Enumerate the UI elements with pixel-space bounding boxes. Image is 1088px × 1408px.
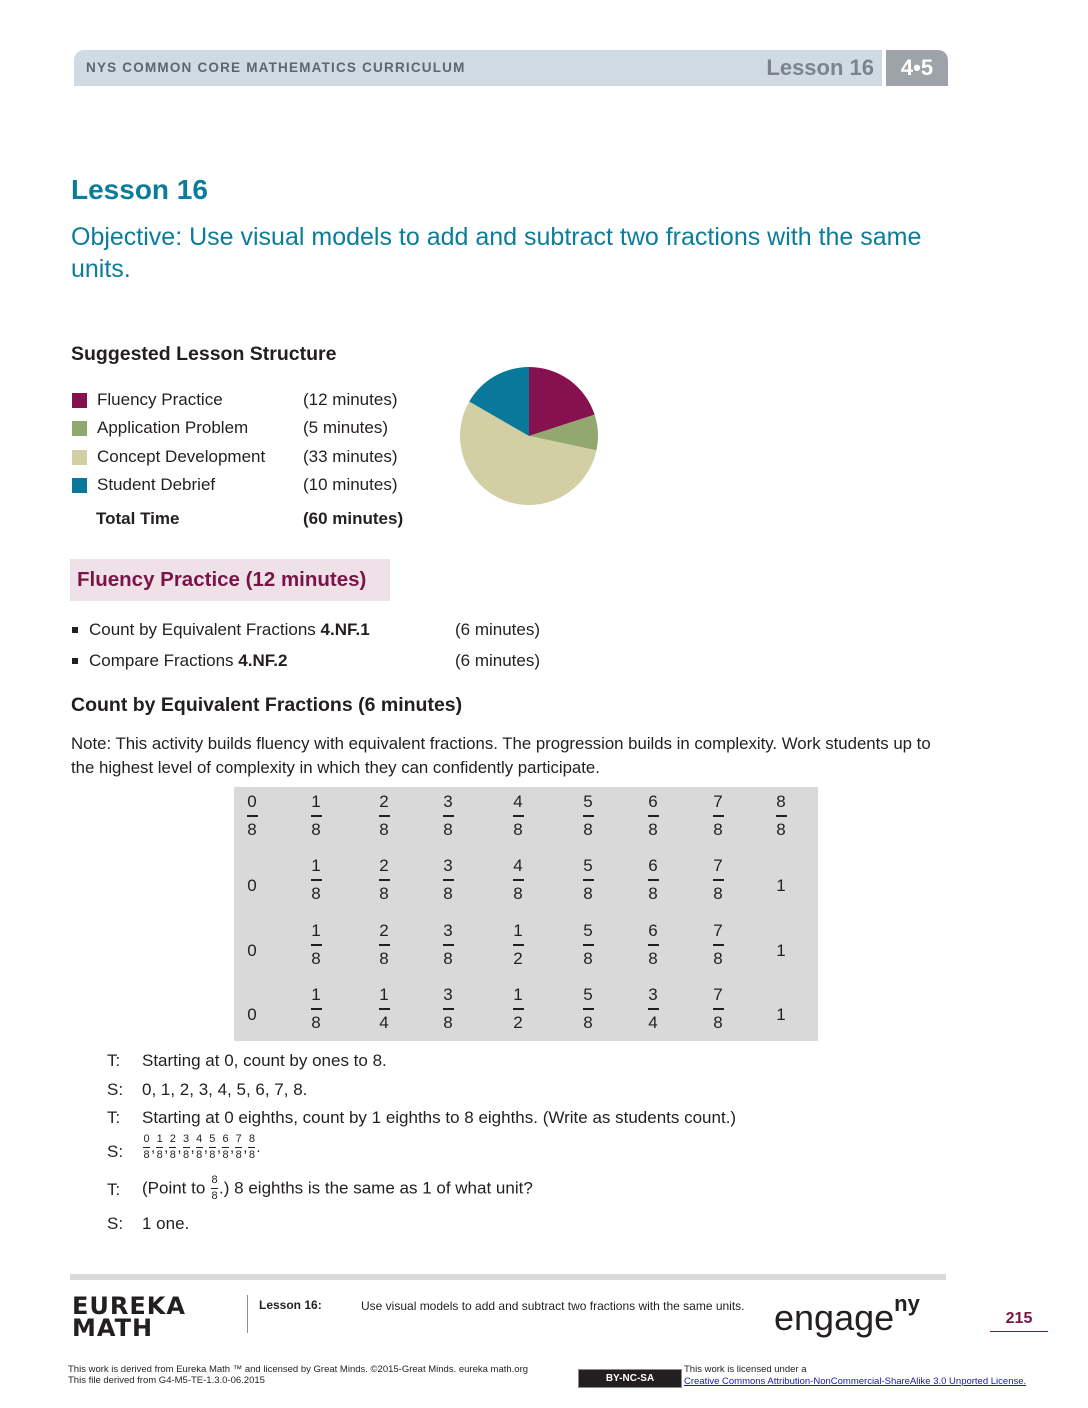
numerator: 8	[248, 1133, 255, 1145]
fraction-bar	[379, 879, 390, 881]
dialogue-text: .) 8 eighths is the same as 1 of what unit?	[219, 1178, 533, 1198]
fluency-item-standard: 4.NF.2	[238, 651, 288, 670]
numerator: 6	[648, 792, 658, 811]
speaker: T:	[107, 1108, 121, 1127]
fraction-bar	[169, 1147, 176, 1148]
denominator: 8	[776, 819, 786, 839]
table-cell	[568, 922, 608, 968]
fraction-bar	[311, 944, 322, 946]
fraction	[428, 986, 468, 1032]
numerator: 0	[247, 792, 257, 811]
separator: ,	[190, 1139, 195, 1156]
table-cell	[568, 986, 608, 1032]
legend-swatch	[72, 478, 87, 493]
student-fraction-count	[142, 1134, 261, 1161]
fraction	[698, 986, 738, 1032]
fraction	[568, 986, 608, 1032]
fraction	[698, 922, 738, 968]
denominator: 8	[143, 1149, 150, 1161]
table-cell	[498, 922, 538, 968]
fraction	[364, 793, 404, 839]
numerator: 4	[196, 1133, 203, 1145]
table-cell	[296, 922, 336, 968]
table-cell	[232, 857, 272, 914]
fraction-bar	[713, 815, 724, 817]
denominator: 8	[235, 1149, 242, 1161]
numerator: 6	[648, 921, 658, 940]
bullet-icon	[72, 627, 78, 633]
table-cell	[364, 857, 404, 903]
fluency-item-time: (6 minutes)	[455, 620, 541, 639]
dialogue-text: (Point to	[142, 1178, 211, 1198]
table-cell	[296, 857, 336, 903]
denominator: 8	[648, 883, 658, 903]
count-section-heading: Count by Equivalent Fractions (6 minutes)	[71, 694, 463, 716]
denominator: 8	[443, 948, 453, 968]
denominator: 8	[182, 1149, 190, 1161]
lesson-objective: Objective: Use visual models to add and subtract two fractions with the same units.	[71, 223, 922, 283]
fraction	[428, 857, 468, 903]
table-cell	[428, 793, 468, 839]
numerator: 1	[513, 985, 523, 1004]
denominator: 8	[311, 883, 321, 903]
fraction-bar	[713, 1008, 724, 1010]
denominator: 8	[583, 1012, 593, 1032]
table-cell	[498, 793, 538, 839]
total-time: (60 minutes)	[303, 509, 404, 528]
fraction-bar	[583, 879, 594, 881]
whole-number: 1	[776, 1005, 786, 1024]
numerator: 5	[583, 792, 593, 811]
denominator: 8	[169, 1149, 176, 1161]
denominator: 8	[648, 948, 658, 968]
fraction-bar	[443, 879, 454, 881]
fluency-item-standard: 4.NF.1	[320, 620, 370, 639]
numerator: 1	[156, 1133, 163, 1145]
activity-note: Note: This activity builds fluency with equivalent fractions. The progression builds in complexity. Work students up to the highest level of complexity in which they can confidently participate.	[71, 734, 931, 777]
table-cell	[633, 793, 673, 839]
numerator: 7	[235, 1133, 242, 1145]
numerator: 3	[443, 985, 453, 1004]
separator: .	[256, 1139, 261, 1156]
fraction-table	[234, 787, 818, 1041]
fraction-bar	[379, 815, 390, 817]
denominator: 8	[379, 819, 389, 839]
denominator: 8	[513, 819, 523, 839]
table-cell	[633, 922, 673, 968]
separator: ,	[177, 1139, 182, 1156]
fraction	[698, 793, 738, 839]
table-cell	[364, 986, 404, 1032]
numerator: 6	[222, 1133, 229, 1145]
fraction	[568, 793, 608, 839]
numerator: 4	[513, 792, 523, 811]
denominator: 8	[443, 819, 453, 839]
whole-number: 0	[247, 941, 257, 960]
separator: ,	[243, 1139, 248, 1156]
total-label: Total Time	[96, 509, 180, 528]
separator: ,	[203, 1139, 208, 1156]
numerator: 3	[443, 792, 453, 811]
numerator: 5	[209, 1133, 216, 1145]
denominator: 4	[648, 1012, 658, 1032]
curriculum-title: NYS COMMON CORE MATHEMATICS CURRICULUM	[86, 60, 466, 75]
fraction	[296, 793, 336, 839]
fraction	[761, 793, 801, 839]
denominator: 8	[379, 948, 389, 968]
header-lesson-label: Lesson 16	[766, 55, 874, 80]
table-cell	[364, 922, 404, 968]
numerator: 5	[583, 921, 593, 940]
structure-heading: Suggested Lesson Structure	[71, 343, 337, 365]
speaker: S:	[107, 1214, 124, 1233]
denominator: 8	[583, 819, 593, 839]
table-cell	[761, 857, 801, 914]
fraction-bar	[311, 815, 322, 817]
table-cell	[232, 793, 272, 839]
fraction	[498, 986, 538, 1032]
denominator: 8	[713, 819, 723, 839]
table-cell	[761, 793, 801, 839]
denominator: 8	[713, 1012, 723, 1032]
fraction	[568, 922, 608, 968]
fraction-bar	[776, 815, 787, 817]
structure-label: Concept Development	[97, 447, 266, 466]
fraction	[296, 857, 336, 903]
table-cell	[498, 986, 538, 1032]
structure-time: (10 minutes)	[303, 475, 398, 494]
dialogue-text: Starting at 0 eighths, count by 1 eighths to 8 eighths. (Write as students count.)	[142, 1108, 737, 1127]
fraction	[296, 986, 336, 1032]
numerator: 3	[443, 921, 453, 940]
table-cell	[698, 922, 738, 968]
denominator: 8	[156, 1149, 163, 1161]
fraction-bar	[443, 1008, 454, 1010]
numerator: 3	[182, 1133, 190, 1145]
inline-fraction	[183, 1134, 190, 1161]
fraction-bar	[247, 815, 258, 817]
fraction-bar	[379, 1008, 390, 1010]
separator: ,	[164, 1139, 169, 1156]
legend-swatch	[72, 393, 87, 408]
fraction-bar	[311, 879, 322, 881]
bullet-icon	[72, 658, 78, 664]
denominator: 8	[648, 819, 658, 839]
fraction-bar	[156, 1147, 163, 1148]
fluency-title: Fluency Practice (12 minutes)	[77, 568, 367, 591]
denominator: 8	[222, 1149, 229, 1161]
structure-time: (5 minutes)	[303, 418, 389, 437]
denominator: 8	[311, 819, 321, 839]
fluency-item-time: (6 minutes)	[455, 651, 541, 670]
fraction-bar	[379, 944, 390, 946]
eureka-math-logo: EUREKA MATH	[72, 1292, 186, 1342]
lesson-structure-pie-chart	[458, 365, 600, 507]
fraction-bar	[648, 879, 659, 881]
table-cell	[698, 793, 738, 839]
table-cell	[568, 857, 608, 903]
numerator: 3	[648, 985, 658, 1004]
structure-time: (33 minutes)	[303, 447, 398, 466]
dialogue-text: 0, 1, 2, 3, 4, 5, 6, 7, 8.	[142, 1080, 308, 1099]
fraction	[232, 793, 272, 839]
footer-divider	[247, 1295, 248, 1333]
numerator: 6	[648, 856, 658, 875]
table-cell	[698, 857, 738, 903]
dialogue-text: Starting at 0, count by ones to 8.	[142, 1051, 387, 1070]
structure-time: (12 minutes)	[303, 390, 398, 409]
fraction	[633, 922, 673, 968]
cc-license-badge: BY-NC-SA	[578, 1369, 682, 1388]
separator: ,	[151, 1139, 156, 1156]
numerator: 1	[311, 921, 321, 940]
numerator: 7	[713, 921, 723, 940]
denominator: 2	[513, 948, 523, 968]
denominator: 8	[443, 883, 453, 903]
fraction	[364, 922, 404, 968]
numerator: 3	[443, 856, 453, 875]
numerator: 2	[379, 856, 389, 875]
denominator: 8	[379, 883, 389, 903]
fraction-bar	[583, 944, 594, 946]
numerator: 7	[713, 856, 723, 875]
table-cell	[296, 986, 336, 1032]
numerator: 1	[311, 792, 321, 811]
fraction	[428, 922, 468, 968]
whole-number: 1	[776, 876, 786, 895]
denominator: 2	[513, 1012, 523, 1032]
numerator: 1	[311, 985, 321, 1004]
fraction	[568, 857, 608, 903]
denominator: 4	[379, 1012, 389, 1032]
denominator: 8	[583, 948, 593, 968]
denominator: 8	[443, 1012, 453, 1032]
whole-number: 0	[247, 1005, 257, 1024]
denominator: 8	[583, 883, 593, 903]
table-cell	[428, 922, 468, 968]
inline-fraction	[169, 1134, 176, 1161]
inline-fraction	[235, 1134, 242, 1161]
table-cell	[296, 793, 336, 839]
fraction	[498, 922, 538, 968]
fraction-bar	[583, 1008, 594, 1010]
fraction-bar	[648, 944, 659, 946]
inline-fraction	[248, 1134, 255, 1161]
numerator: 1	[513, 921, 523, 940]
separator: ,	[216, 1139, 222, 1156]
denominator: 8	[209, 1149, 216, 1161]
fraction-bar	[443, 944, 454, 946]
fraction-bar	[513, 1008, 524, 1010]
denominator: 8	[248, 1149, 255, 1161]
fraction-bar	[235, 1147, 242, 1148]
footer-lesson-objective: Use visual models to add and subtract two fractions with the same units.	[361, 1299, 745, 1313]
fraction	[428, 793, 468, 839]
fraction-bar	[196, 1147, 203, 1148]
fraction-bar	[713, 879, 724, 881]
whole-number: 0	[247, 876, 257, 895]
fraction-bar	[713, 944, 724, 946]
table-cell	[761, 922, 801, 979]
fraction	[296, 922, 336, 968]
table-cell	[568, 793, 608, 839]
fraction-bar	[209, 1147, 216, 1148]
table-cell	[232, 922, 272, 979]
page-number: 215	[1005, 1310, 1033, 1327]
fraction	[364, 986, 404, 1032]
inline-fraction	[211, 1175, 218, 1202]
fraction	[633, 793, 673, 839]
inline-fraction	[222, 1134, 229, 1161]
numerator: 0	[143, 1133, 150, 1145]
table-cell	[364, 793, 404, 839]
table-cell	[698, 986, 738, 1032]
denominator: 8	[311, 1012, 321, 1032]
denominator: 8	[713, 948, 723, 968]
inline-fraction	[196, 1134, 203, 1161]
license-link[interactable]: Creative Commons Attribution-NonCommercial-ShareAlike 3.0 Unported License.	[684, 1376, 1027, 1387]
fluency-item-text: Compare Fractions	[89, 651, 239, 670]
license-note: This work is derived from Eureka Math ™ and licensed by Great Minds. ©2015-Great Minds. eureka math.org This file derived from G4-M5-TE-1.3.0-06.2015	[68, 1364, 529, 1386]
speaker: S:	[107, 1080, 124, 1099]
structure-label: Application Problem	[97, 418, 249, 437]
fraction-bar	[143, 1147, 150, 1148]
fraction-bar	[248, 1147, 255, 1148]
module-badge: 4•5	[886, 50, 948, 86]
structure-label: Fluency Practice	[97, 390, 223, 409]
fraction	[498, 793, 538, 839]
fraction-bar	[513, 879, 524, 881]
engageny-logo: engage$^{ny}$	[774, 1291, 920, 1338]
denominator: 8	[247, 819, 257, 839]
page-number-rule	[990, 1331, 1048, 1332]
fraction-bar	[583, 815, 594, 817]
fraction	[633, 986, 673, 1032]
inline-fraction	[143, 1134, 150, 1161]
numerator: 8	[211, 1174, 218, 1186]
fraction-bar	[183, 1147, 190, 1148]
speaker: T:	[107, 1051, 121, 1070]
table-cell	[428, 986, 468, 1032]
fraction	[498, 857, 538, 903]
fraction-bar	[443, 815, 454, 817]
table-cell	[428, 857, 468, 903]
speaker: S:	[107, 1142, 124, 1161]
footer-rule	[70, 1274, 946, 1280]
numerator: 8	[776, 792, 786, 811]
numerator: 2	[169, 1133, 176, 1145]
numerator: 2	[379, 921, 389, 940]
numerator: 1	[311, 856, 321, 875]
inline-fraction	[156, 1134, 163, 1161]
numerator: 5	[583, 985, 593, 1004]
numerator: 5	[583, 856, 593, 875]
fraction-bar	[648, 815, 659, 817]
numerator: 2	[379, 792, 389, 811]
denominator: 8	[211, 1190, 218, 1202]
denominator: 8	[513, 883, 523, 903]
fraction-bar	[513, 944, 524, 946]
denominator: 8	[196, 1149, 203, 1161]
footer-lesson-label: Lesson 16:	[259, 1298, 322, 1312]
fraction	[633, 857, 673, 903]
fraction-bar	[648, 1008, 659, 1010]
speaker: T:	[107, 1180, 121, 1199]
table-cell	[633, 857, 673, 903]
separator: ,	[230, 1139, 235, 1156]
fraction-bar	[311, 1008, 322, 1010]
fraction	[698, 857, 738, 903]
numerator: 7	[713, 792, 723, 811]
lesson-title: Lesson 16	[71, 174, 208, 205]
fraction-bar	[513, 815, 524, 817]
structure-label: Student Debrief	[97, 475, 216, 494]
numerator: 1	[379, 985, 389, 1004]
table-cell	[633, 986, 673, 1032]
denominator: 8	[311, 948, 321, 968]
whole-number: 1	[776, 941, 786, 960]
table-cell	[498, 857, 538, 903]
fraction	[364, 857, 404, 903]
denominator: 8	[713, 883, 723, 903]
numerator: 4	[513, 856, 523, 875]
numerator: 7	[713, 985, 723, 1004]
license-statement: This work is licensed under a Creative Commons Attribution-NonCommercial-ShareAlike 3.0 Unported License.	[684, 1364, 1027, 1387]
legend-swatch	[72, 421, 87, 436]
fluency-item-text: Count by Equivalent Fractions	[89, 620, 321, 639]
table-cell	[761, 986, 801, 1043]
table-cell	[232, 986, 272, 1043]
inline-fraction	[209, 1134, 216, 1161]
fraction-bar	[222, 1147, 229, 1148]
legend-swatch	[72, 450, 87, 465]
dialogue-text: 1 one.	[142, 1214, 190, 1233]
